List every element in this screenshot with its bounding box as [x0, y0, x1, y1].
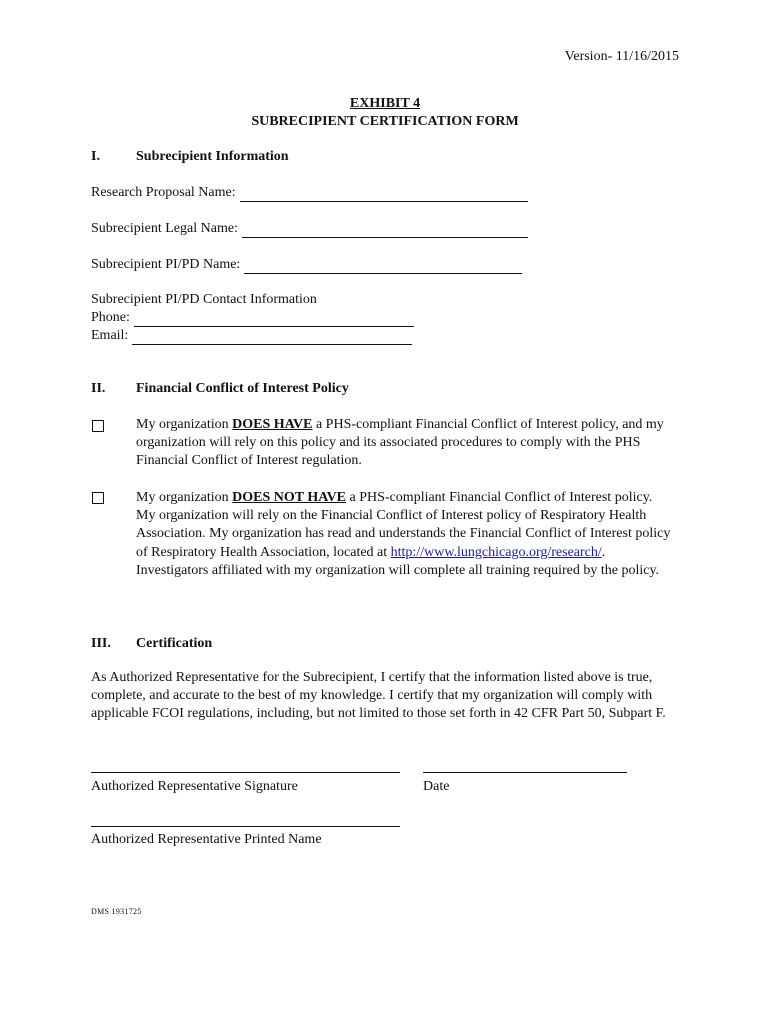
pi-name-row	[91, 256, 522, 274]
phone-label: Phone:	[91, 310, 130, 325]
proposal-name-field[interactable]	[240, 188, 528, 202]
does-have-checkbox[interactable]	[92, 420, 104, 432]
pi-name-label: Subrecipient PI/PD Name:	[91, 257, 241, 272]
section-2-numeral: II.	[91, 381, 106, 396]
signature-line[interactable]	[91, 772, 400, 773]
printed-name-label: Authorized Representative Printed Name	[91, 832, 322, 847]
exhibit-label: EXHIBIT 4	[349, 96, 421, 111]
does-not-have-pre: My organization	[136, 490, 233, 505]
pi-name-field[interactable]	[244, 260, 522, 274]
does-have-option	[136, 416, 681, 471]
section-2-heading: Financial Conflict of Interest Policy	[136, 381, 349, 396]
legal-name-field[interactable]	[242, 224, 528, 238]
proposal-name-label: Research Proposal Name:	[91, 185, 236, 200]
email-row	[91, 327, 412, 345]
section-1-heading: Subrecipient Information	[136, 149, 289, 164]
does-not-have-checkbox[interactable]	[92, 492, 104, 504]
date-line[interactable]	[423, 772, 627, 773]
section-3-heading: Certification	[136, 636, 213, 651]
date-label: Date	[423, 779, 450, 794]
does-have-pre: My organization	[136, 417, 233, 432]
does-not-have-emphasis: DOES NOT HAVE	[232, 490, 347, 505]
policy-link[interactable]: http://www.lungchicago.org/research/	[390, 544, 602, 560]
does-not-have-mid: a PHS-compliant Financial Conflict of Interest policy. My organization will rely on the Financial Conflict of Interest policy of Respiratory Health Association. My organization has read and understands the Financial Conflict of Interest policy of Respiratory Health Association, located at	[136, 490, 671, 560]
printed-name-line[interactable]	[91, 826, 400, 827]
does-not-have-post: . Investigators affiliated with my organization will complete all training required by the policy.	[136, 544, 660, 578]
does-not-have-option	[136, 489, 674, 580]
version-label: Version- 11/16/2015	[564, 49, 679, 64]
does-have-emphasis: DOES HAVE	[232, 417, 313, 432]
email-field[interactable]	[132, 331, 412, 345]
email-label: Email:	[91, 328, 129, 343]
certification-text: As Authorized Representative for the Subrecipient, I certify that the information listed above is true, complete, and accurate to the best of my knowledge. I certify that my organization will comply with applicable FCOI regulations, including, but not limited to those set forth in 42 CFR Part 50, Subpart F.	[91, 670, 666, 722]
phone-field[interactable]	[134, 313, 414, 327]
legal-name-label: Subrecipient Legal Name:	[91, 221, 238, 236]
section-1-numeral: I.	[91, 149, 100, 164]
phone-row	[91, 309, 414, 327]
section-3-numeral: III.	[91, 636, 111, 651]
form-title: SUBRECIPIENT CERTIFICATION FORM	[251, 114, 519, 129]
proposal-name-row	[91, 184, 528, 202]
signature-label: Authorized Representative Signature	[91, 779, 298, 794]
does-have-post: a PHS-compliant Financial Conflict of Interest policy, and my organization will rely on this policy and its associated procedures to comply with the PHS Financial Conflict of Interest regulation.	[136, 417, 664, 469]
legal-name-row	[91, 220, 528, 238]
contact-heading: Subrecipient PI/PD Contact Information	[91, 292, 317, 307]
document-id: DMS 1931725	[91, 907, 142, 916]
